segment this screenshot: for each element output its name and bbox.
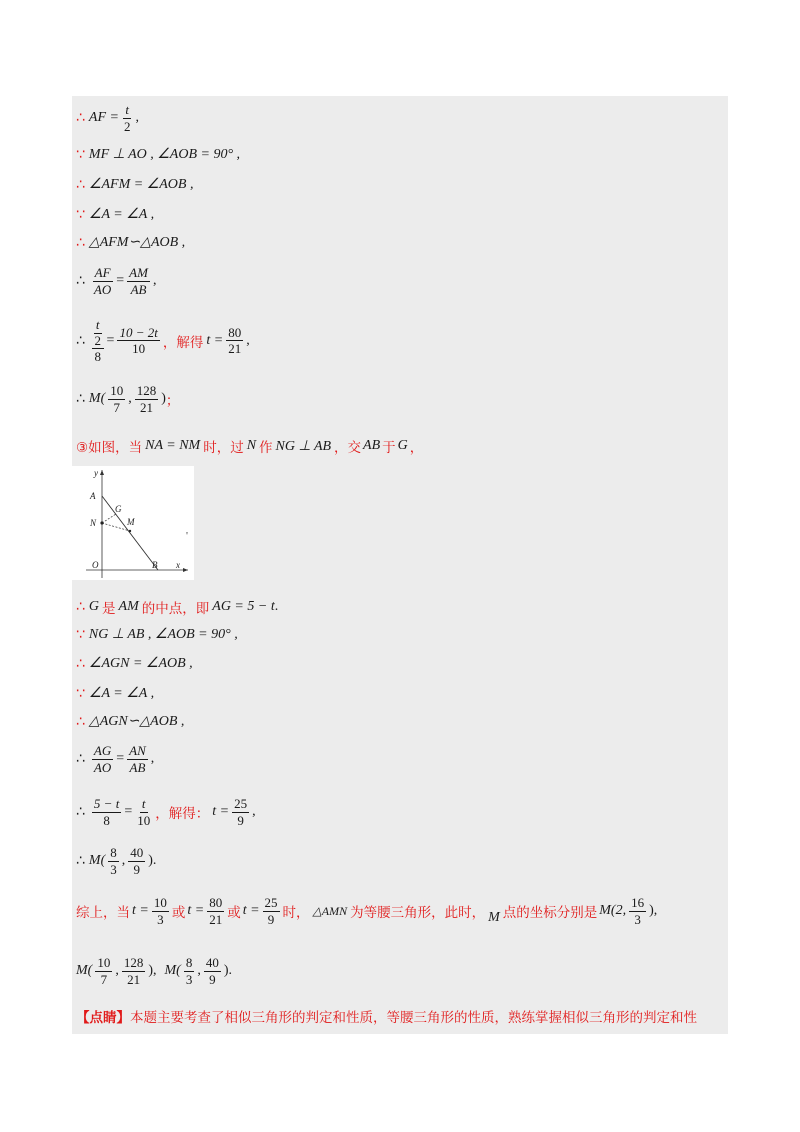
line-af: ∴ AF = $\frac{t}{2}$ , <box>76 102 139 134</box>
label-n: N <box>90 518 97 528</box>
line-mf-perp: ∵ MF ⊥ AO , ∠AOB = 90° , <box>76 146 241 163</box>
label-a: A <box>90 491 96 501</box>
line-angle-afm: ∴ ∠AFM = ∠AOB , <box>76 176 194 193</box>
segment-ab <box>102 496 158 570</box>
because-symbol: ∵ <box>76 146 85 163</box>
point-m <box>129 530 131 532</box>
line-dianjing: 【点睛】 本题主要考查了相似三角形的判定和性质，等腰三角形的性质，熟练掌握相似三角形的判定和性 <box>76 1006 697 1026</box>
label-o: O <box>92 560 99 570</box>
line-summary: 综上，当 t = $\frac{10}{3}$ 或 t = $\frac{80}{21}$ 或 t = $\frac{25}{9}$ 时， △AMN 为等腰三角形，此时， M 点的坐标分别是 M(2, $\frac{16}{3}$ ), <box>76 895 658 927</box>
therefore-symbol: ∴ <box>76 110 85 127</box>
geometry-figure <box>72 466 194 580</box>
line-angle-agn: ∴ ∠AGN = ∠AOB , <box>76 655 193 672</box>
point-n <box>100 521 103 524</box>
line-point-m1: ∴ M( $\frac{10}{7}$ , $\frac{128}{21}$ ) ； <box>76 383 180 415</box>
segment-ng <box>102 514 116 523</box>
label-y: y <box>94 468 98 478</box>
x-axis-arrow <box>183 568 188 572</box>
line-g-midpoint: ∴ G 是 AM 的中点，即 AG = 5 − t . <box>76 599 279 617</box>
label-g: G <box>115 504 122 514</box>
line-solve-t-25-9: ∴ $\frac{5 - t}{8}$ = $\frac{t}{10}$ ， 解得： t = $\frac{25}{9}$ , <box>76 796 256 828</box>
label-b: B <box>152 560 158 570</box>
line-similar-afm: ∴ △AFM∽△AOB , <box>76 234 186 251</box>
line-case-3: ③如图，当 NA = NM 时，过 N 作 NG ⊥ AB ，交 AB 于 G ， <box>76 438 424 456</box>
line-ratio-af: ∴ $\frac{AF}{AO}$ = $\frac{AM}{AB}$ , <box>76 265 157 297</box>
line-ng-perp: ∵ NG ⊥ AB , ∠AOB = 90° , <box>76 626 238 643</box>
line-angle-a-2: ∵ ∠A = ∠A , <box>76 685 155 702</box>
y-axis-arrow <box>100 470 104 475</box>
line-point-m2: ∴ M( $\frac{8}{3}$ , $\frac{40}{9}$ ) . <box>76 845 157 877</box>
line-points-list: M( $\frac{10}{7}$ , $\frac{128}{21}$ ), M( $\frac{8}{3}$ , $\frac{40}{9}$ ). <box>76 955 232 987</box>
label-m: M <box>127 517 135 527</box>
dianjing-tag: 【点睛】 <box>76 1010 130 1026</box>
line-angle-a: ∵ ∠A = ∠A , <box>76 206 155 223</box>
line-solve-t-80-21: ∴ $\frac{\frac{t}{2}}{8}$ = $\frac{10 - 2t}{10}$ ， 解得 t = $\frac{80}{21}$ , <box>76 317 250 365</box>
line-ratio-ag: ∴ $\frac{AG}{AO}$ = $\frac{AN}{AB}$ , <box>76 743 155 775</box>
line-similar-agn: ∴ △AGN∽△AOB , <box>76 713 185 730</box>
figure-mark: ' <box>186 530 188 542</box>
label-x: x <box>176 560 180 570</box>
